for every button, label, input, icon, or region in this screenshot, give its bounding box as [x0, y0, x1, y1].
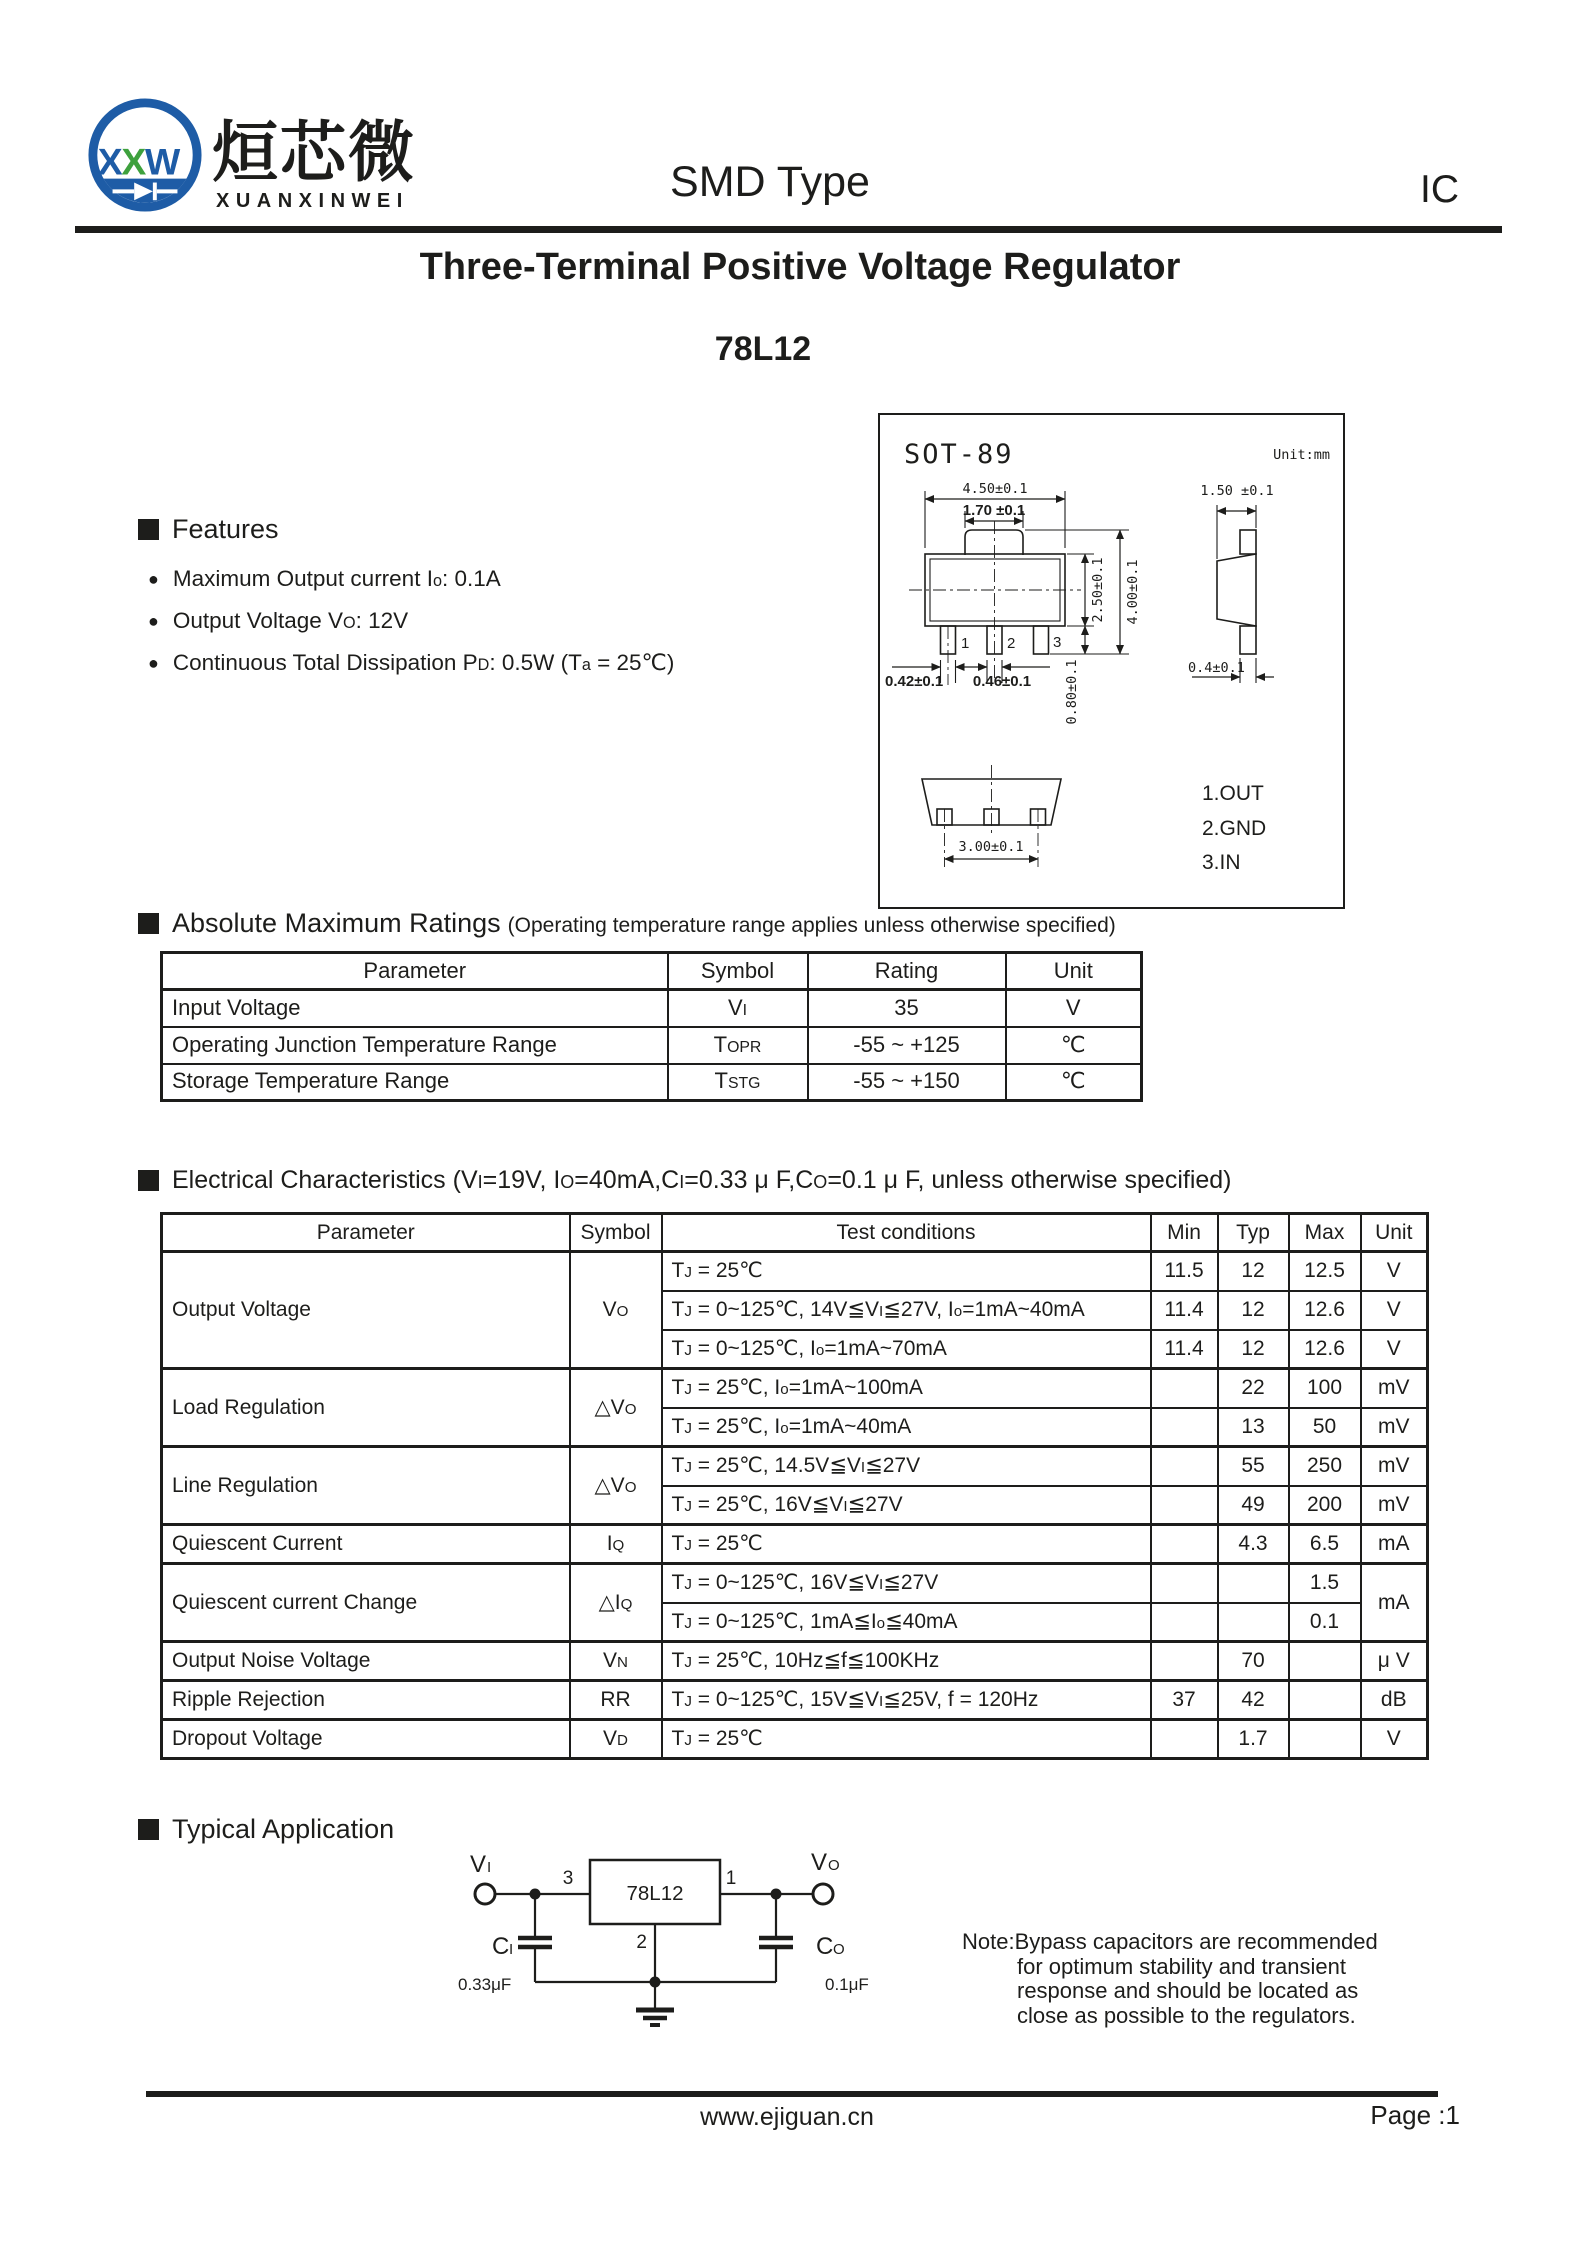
ec-unit: V: [1361, 1720, 1428, 1759]
application-circuit: [440, 1842, 905, 2047]
amr-heading-note: (Operating temperature range applies unless otherwise specified): [507, 914, 1116, 937]
package-drawing: [880, 415, 1343, 907]
amr-header-parameter: Parameter: [162, 953, 668, 990]
section-square-icon: [138, 519, 159, 540]
ec-header-conditions: Test conditions: [662, 1214, 1151, 1252]
ec-max: 0.1: [1289, 1603, 1361, 1642]
chip-label: 78L12: [626, 1882, 684, 1905]
ec-symbol: VN: [570, 1642, 662, 1681]
table-row: [162, 1642, 1428, 1681]
pin-number-1: 1: [961, 635, 970, 652]
co-label: C: [816, 1933, 834, 1960]
ci-label: C: [492, 1933, 510, 1960]
ec-unit: mV: [1361, 1447, 1428, 1486]
vo-label: V: [811, 1849, 828, 1876]
ec-typ: 1.7: [1218, 1720, 1289, 1759]
ec-header-parameter: Parameter: [162, 1214, 570, 1252]
vo-sub: O: [828, 1857, 840, 1874]
features-heading-label: Features: [172, 514, 279, 544]
ec-typ: 12: [1218, 1252, 1289, 1291]
ec-min: [1151, 1603, 1218, 1642]
application-heading-label: Typical Application: [172, 1814, 395, 1844]
ec-typ: 13: [1218, 1408, 1289, 1447]
ec-condition: TJ = 0~125℃, 16V≦VI≦27V: [662, 1564, 1151, 1603]
ec-condition: TJ = 25℃: [662, 1720, 1151, 1759]
bullet-icon: ●: [148, 610, 159, 631]
ec-typ: 12: [1218, 1291, 1289, 1330]
ec-min: [1151, 1525, 1218, 1564]
electrical-characteristics-table: [160, 1212, 1429, 1760]
company-name-en: XUANXINWEI: [216, 190, 409, 212]
pinout-list: [1202, 782, 1266, 874]
ground-icon: [636, 2010, 674, 2025]
ec-parameter: Output Noise Voltage: [162, 1642, 570, 1681]
ec-typ: [1218, 1603, 1289, 1642]
amr-rating: -55 ~ +125: [808, 1027, 1006, 1064]
ec-unit: mA: [1361, 1564, 1428, 1642]
ec-unit: mA: [1361, 1525, 1428, 1564]
ec-unit: V: [1361, 1291, 1428, 1330]
ec-max: 12.6: [1289, 1330, 1361, 1369]
bottom-view: [922, 765, 1061, 867]
logo-letter: X: [97, 140, 123, 183]
ec-min: [1151, 1369, 1218, 1408]
ec-max: 250: [1289, 1447, 1361, 1486]
table-row: [162, 1447, 1428, 1486]
ec-condition: TJ = 25℃, Io=1mA~40mA: [662, 1408, 1151, 1447]
table-row: [162, 1369, 1428, 1408]
absolute-maximum-ratings-table: [160, 951, 1143, 1102]
ec-typ: 70: [1218, 1642, 1289, 1681]
unit-label: Unit:mm: [1273, 447, 1330, 463]
ec-condition: TJ = 25℃, Io=1mA~100mA: [662, 1369, 1151, 1408]
ec-typ: [1218, 1564, 1289, 1603]
ec-symbol: IQ: [570, 1525, 662, 1564]
dim-body-width: 4.50±0.1: [962, 481, 1028, 497]
side-view: [1188, 483, 1274, 683]
note-line: for optimum stability and transient: [1017, 1953, 1346, 1979]
output-terminal: [813, 1884, 833, 1904]
amr-symbol: VI: [668, 990, 808, 1027]
category-label: IC: [1420, 168, 1459, 211]
part-number: 78L12: [714, 330, 812, 368]
company-logo: [86, 96, 204, 214]
ec-parameter: Ripple Rejection: [162, 1681, 570, 1720]
bullet-icon: ●: [148, 652, 159, 673]
ec-max: 6.5: [1289, 1525, 1361, 1564]
amr-rating: 35: [808, 990, 1006, 1027]
logo-letter: W: [145, 140, 181, 183]
feature-text: Continuous Total Dissipation PD: 0.5W (Ta = 25℃): [172, 650, 675, 675]
ec-heading: [138, 1166, 1232, 1194]
ec-max: 200: [1289, 1486, 1361, 1525]
company-name-cn: 烜芯微: [212, 115, 416, 189]
ec-header-typ: Typ: [1218, 1214, 1289, 1252]
package-name: SOT-89: [904, 439, 1014, 470]
pinout-1: 1.OUT: [1202, 782, 1264, 805]
ec-max: 100: [1289, 1369, 1361, 1408]
package-outline-box: [878, 413, 1345, 909]
amr-parameter: Operating Junction Temperature Range: [162, 1027, 668, 1064]
feature-text: Output Voltage VO: 12V: [172, 608, 409, 633]
pin1-label: 1: [725, 1868, 737, 1889]
ec-unit: V: [1361, 1330, 1428, 1369]
table-row: [162, 1525, 1428, 1564]
ec-max: [1289, 1720, 1361, 1759]
section-square-icon: [138, 1819, 159, 1840]
ec-unit: mV: [1361, 1369, 1428, 1408]
ec-min: 11.4: [1151, 1330, 1218, 1369]
ec-parameter: Output Voltage: [162, 1252, 570, 1369]
junction-dot: [530, 1889, 541, 1900]
ci-value: 0.33μF: [458, 1975, 512, 1994]
ec-unit: mV: [1361, 1486, 1428, 1525]
ec-max: 1.5: [1289, 1564, 1361, 1603]
amr-header-row: [162, 953, 1142, 990]
junction-dot: [771, 1889, 782, 1900]
amr-rating: -55 ~ +150: [808, 1064, 1006, 1101]
pin-number-2: 2: [1007, 635, 1016, 652]
amr-header-rating: Rating: [808, 953, 1006, 990]
dim-side-pin: 0.4±0.1: [1188, 660, 1245, 676]
footer-page-number: Page :1: [1370, 2100, 1460, 2130]
ec-symbol: △VO: [570, 1369, 662, 1447]
dim-pin-pitch: 3.00±0.1: [958, 839, 1024, 855]
ec-unit: mV: [1361, 1408, 1428, 1447]
footer-website: www.ejiguan.cn: [700, 2103, 874, 2131]
ec-max: 12.6: [1289, 1291, 1361, 1330]
dim-pin2-width: 0.46±0.1: [972, 673, 1032, 690]
bullet-icon: ●: [148, 568, 159, 589]
pin2-label: 2: [636, 1932, 647, 1953]
amr-unit: ℃: [1006, 1064, 1142, 1101]
ec-condition: TJ = 0~125℃, 14V≦VI≦27V, Io=1mA~40mA: [662, 1291, 1151, 1330]
ec-max: 50: [1289, 1408, 1361, 1447]
amr-heading-label: Absolute Maximum Ratings: [172, 908, 501, 938]
ec-min: [1151, 1564, 1218, 1603]
table-row: [162, 1252, 1428, 1291]
co-value: 0.1μF: [825, 1975, 869, 1994]
application-note: [962, 1930, 1378, 2028]
ec-condition: TJ = 25℃, 16V≦VI≦27V: [662, 1486, 1151, 1525]
ec-symbol: VD: [570, 1720, 662, 1759]
page-title: Three-Terminal Positive Voltage Regulator: [419, 246, 1181, 288]
features-heading: [138, 514, 279, 544]
ec-condition: TJ = 25℃: [662, 1252, 1151, 1291]
note-line: Note:Bypass capacitors are recommended: [962, 1929, 1378, 1954]
pin-number-3: 3: [1053, 634, 1062, 651]
amr-unit: V: [1006, 990, 1142, 1027]
note-line: response and should be located as: [1017, 1978, 1359, 2003]
pinout-2: 2.GND: [1202, 817, 1267, 840]
ec-max: [1289, 1681, 1361, 1720]
ec-max: [1289, 1642, 1361, 1681]
vi-sub: I: [487, 1859, 492, 1876]
doc-type-label: SMD Type: [670, 158, 870, 206]
ec-symbol: VO: [570, 1252, 662, 1369]
amr-symbol: TOPR: [668, 1027, 808, 1064]
table-row: [162, 1681, 1428, 1720]
pin3-label: 3: [562, 1868, 574, 1889]
ec-unit: dB: [1361, 1681, 1428, 1720]
ec-typ: 49: [1218, 1486, 1289, 1525]
table-row: [162, 1564, 1428, 1603]
table-row: [162, 990, 1142, 1027]
amr-parameter: Storage Temperature Range: [162, 1064, 668, 1101]
dim-tab-width: 1.70 ±0.1: [962, 502, 1026, 519]
ec-condition: TJ = 0~125℃, 1mA≦Io≦40mA: [662, 1603, 1151, 1642]
ec-condition: TJ = 0~125℃, 15V≦VI≦25V, f = 120Hz: [662, 1681, 1151, 1720]
amr-header-symbol: Symbol: [668, 953, 808, 990]
section-square-icon: [138, 1170, 159, 1191]
ec-parameter: Quiescent current Change: [162, 1564, 570, 1642]
ci-sub: I: [509, 1941, 514, 1958]
ec-typ: 55: [1218, 1447, 1289, 1486]
dim-side-width: 1.50 ±0.1: [1200, 483, 1274, 499]
ec-unit: V: [1361, 1252, 1428, 1291]
section-square-icon: [138, 913, 159, 934]
ec-header-min: Min: [1151, 1214, 1218, 1252]
ec-header-max: Max: [1289, 1214, 1361, 1252]
ec-condition: TJ = 25℃, 10Hz≦f≦100KHz: [662, 1642, 1151, 1681]
table-row: [162, 1027, 1142, 1064]
footer-rule: [146, 2091, 1438, 2097]
ec-condition: TJ = 0~125℃, Io=1mA~70mA: [662, 1330, 1151, 1369]
dim-pin-length: 0.80±0.1: [1064, 659, 1080, 725]
ec-parameter: Quiescent Current: [162, 1525, 570, 1564]
ec-header-symbol: Symbol: [570, 1214, 662, 1252]
logo-letter: X: [121, 140, 147, 183]
feature-item: [148, 566, 501, 591]
table-row: [162, 1720, 1428, 1759]
ec-header-unit: Unit: [1361, 1214, 1428, 1252]
pinout-3: 3.IN: [1202, 851, 1241, 874]
ec-parameter: Dropout Voltage: [162, 1720, 570, 1759]
ec-max: 12.5: [1289, 1252, 1361, 1291]
front-view: [885, 481, 1141, 725]
ec-min: 37: [1151, 1681, 1218, 1720]
ec-min: [1151, 1642, 1218, 1681]
ec-symbol: △VO: [570, 1447, 662, 1525]
application-heading: [138, 1814, 394, 1844]
dim-total-height: 4.00±0.1: [1125, 559, 1141, 625]
ec-parameter: Load Regulation: [162, 1369, 570, 1447]
amr-unit: ℃: [1006, 1027, 1142, 1064]
feature-text: Maximum Output current Io: 0.1A: [172, 566, 501, 591]
ec-parameter: Line Regulation: [162, 1447, 570, 1525]
amr-parameter: Input Voltage: [162, 990, 668, 1027]
ec-header-row: [162, 1214, 1428, 1252]
dim-pin1-width: 0.42±0.1: [885, 673, 944, 690]
ec-typ: 12: [1218, 1330, 1289, 1369]
ec-symbol: RR: [570, 1681, 662, 1720]
ec-min: [1151, 1486, 1218, 1525]
ec-typ: 22: [1218, 1369, 1289, 1408]
ec-condition: TJ = 25℃: [662, 1525, 1151, 1564]
ec-min: [1151, 1720, 1218, 1759]
ec-unit: μ V: [1361, 1642, 1428, 1681]
junction-dot: [650, 1977, 661, 1988]
ec-min: [1151, 1447, 1218, 1486]
feature-item: [148, 650, 674, 675]
note-line: close as possible to the regulators.: [1017, 2002, 1356, 2028]
table-row: [162, 1064, 1142, 1101]
ec-symbol: △IQ: [570, 1564, 662, 1642]
ec-typ: 4.3: [1218, 1525, 1289, 1564]
ec-typ: 42: [1218, 1681, 1289, 1720]
amr-header-unit: Unit: [1006, 953, 1142, 990]
vi-label: V: [470, 1851, 487, 1878]
ec-condition: TJ = 25℃, 14.5V≦VI≦27V: [662, 1447, 1151, 1486]
ec-min: 11.4: [1151, 1291, 1218, 1330]
feature-item: [148, 608, 408, 633]
amr-symbol: TSTG: [668, 1064, 808, 1101]
dim-body-height: 2.50±0.1: [1090, 557, 1106, 623]
amr-heading: [138, 908, 1116, 938]
ec-min: 11.5: [1151, 1252, 1218, 1291]
ec-min: [1151, 1408, 1218, 1447]
ec-heading-label: Electrical Characteristics (VI=19V, IO=40mA,CI=0.33 μ F,CO=0.1 μ F, unless otherwise specified): [172, 1166, 1232, 1194]
input-terminal: [475, 1884, 495, 1904]
header-rule: [75, 226, 1502, 233]
co-sub: O: [833, 1941, 845, 1958]
